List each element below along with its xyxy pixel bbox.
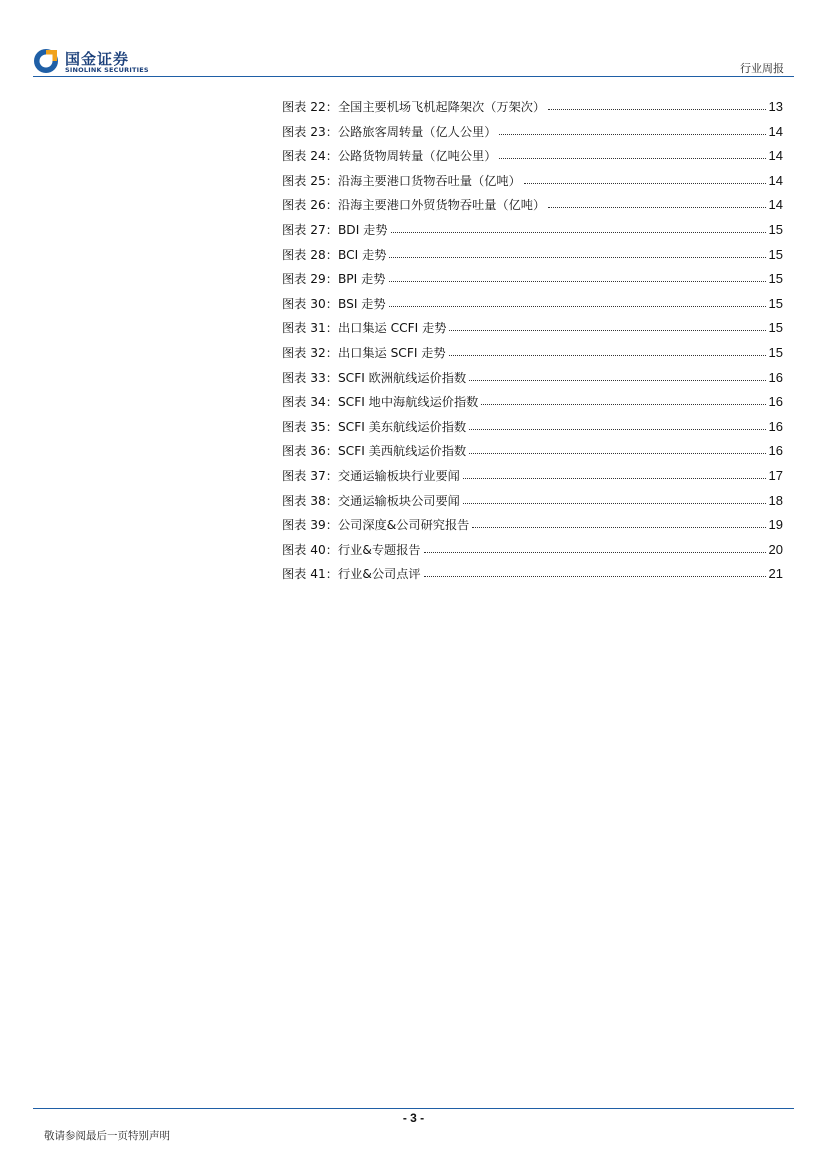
toc-entry[interactable]	[282, 516, 783, 541]
toc-dot-leader	[499, 124, 765, 136]
toc-entry-title: 图表 25：沿海主要港口货物吞吐量（亿吨）	[282, 173, 521, 188]
toc-entry-page: 18	[768, 492, 783, 508]
toc-dot-leader	[391, 222, 766, 234]
toc-dot-leader	[463, 493, 766, 505]
toc-entry-title: 图表 24：公路货物周转量（亿吨公里）	[282, 149, 497, 164]
toc-entry-title: 图表 23：公路旅客周转量（亿人公里）	[282, 124, 497, 139]
toc-entry-title: 图表 34：SCFI 地中海航线运价指数	[282, 395, 479, 410]
toc-entry-page: 21	[768, 566, 783, 582]
toc-entry[interactable]	[282, 172, 783, 197]
toc-entry-page: 15	[768, 246, 783, 262]
toc-entry[interactable]	[282, 442, 783, 467]
toc-dot-leader	[499, 148, 765, 160]
sinolink-logo-icon	[33, 48, 59, 74]
toc-entry-page: 17	[768, 467, 783, 483]
toc-entry-title: 图表 26：沿海主要港口外贸货物吞吐量（亿吨）	[282, 198, 546, 213]
logo-english-name: SINOLINK SECURITIES	[65, 66, 149, 74]
toc-entry[interactable]	[282, 270, 783, 295]
toc-entry-page: 16	[768, 369, 783, 385]
toc-entry[interactable]	[282, 492, 783, 517]
page-header	[0, 0, 827, 80]
toc-entry-page: 14	[768, 123, 783, 139]
toc-entry[interactable]	[282, 418, 783, 443]
toc-entry-page: 16	[768, 418, 783, 434]
toc-entry[interactable]	[282, 369, 783, 394]
toc-entry[interactable]	[282, 467, 783, 492]
toc-entry-page: 16	[768, 394, 783, 410]
toc-entry[interactable]	[282, 123, 783, 148]
toc-entry-title: 图表 29：BPI 走势	[282, 272, 386, 287]
toc-entry-title: 图表 41：行业&公司点评	[282, 567, 421, 582]
toc-entry-title: 图表 33：SCFI 欧洲航线运价指数	[282, 370, 467, 385]
toc-entry[interactable]	[282, 541, 783, 566]
table-of-figures	[282, 98, 783, 590]
toc-entry-title: 图表 36：SCFI 美西航线运价指数	[282, 444, 467, 459]
header-divider	[33, 76, 794, 77]
toc-entry-title: 图表 39：公司深度&公司研究报告	[282, 518, 470, 533]
toc-entry[interactable]	[282, 196, 783, 221]
company-logo	[33, 48, 153, 76]
toc-dot-leader	[463, 468, 766, 480]
toc-entry[interactable]	[282, 393, 783, 418]
toc-entry-page: 19	[768, 517, 783, 533]
toc-dot-leader	[472, 517, 765, 529]
toc-dot-leader	[424, 566, 766, 578]
toc-entry-page: 14	[768, 197, 783, 213]
toc-entry-page: 14	[768, 172, 783, 188]
toc-entry[interactable]	[282, 344, 783, 369]
toc-entry[interactable]	[282, 147, 783, 172]
toc-entry-page: 15	[768, 320, 783, 336]
report-type-label: 行业周报	[740, 62, 784, 75]
footer-disclaimer: 敬请参阅最后一页特别声明	[44, 1130, 170, 1142]
toc-entry-page: 15	[768, 295, 783, 311]
toc-dot-leader	[424, 542, 766, 554]
toc-entry-title: 图表 28：BCI 走势	[282, 247, 387, 262]
toc-entry-page: 14	[768, 148, 783, 164]
toc-entry-page: 15	[768, 271, 783, 287]
toc-dot-leader	[389, 271, 766, 283]
toc-entry[interactable]	[282, 319, 783, 344]
toc-entry[interactable]	[282, 98, 783, 123]
toc-dot-leader	[389, 296, 766, 308]
toc-entry-title: 图表 38：交通运输板块公司要闻	[282, 493, 460, 508]
toc-entry[interactable]	[282, 246, 783, 271]
footer-divider	[33, 1108, 794, 1109]
toc-entry-page: 15	[768, 344, 783, 360]
logo-chinese-name: 国金证券	[65, 50, 130, 68]
toc-dot-leader	[469, 370, 765, 382]
toc-entry[interactable]	[282, 295, 783, 320]
toc-entry-page: 20	[768, 541, 783, 557]
toc-entry-page: 15	[768, 221, 783, 237]
toc-dot-leader	[389, 247, 765, 259]
toc-entry-page: 13	[768, 99, 783, 114]
toc-dot-leader	[449, 320, 765, 332]
toc-entry-title: 图表 22：全国主要机场飞机起降架次（万架次）	[282, 100, 546, 114]
toc-dot-leader	[548, 197, 765, 209]
toc-entry-title: 图表 35：SCFI 美东航线运价指数	[282, 419, 467, 434]
toc-dot-leader	[469, 419, 765, 431]
toc-entry[interactable]	[282, 221, 783, 246]
toc-dot-leader	[469, 443, 765, 455]
toc-entry-title: 图表 40：行业&专题报告	[282, 542, 421, 557]
toc-dot-leader	[481, 394, 765, 406]
toc-entry-page: 16	[768, 443, 783, 459]
toc-entry[interactable]	[282, 565, 783, 590]
toc-entry-title: 图表 27：BDI 走势	[282, 222, 388, 237]
toc-entry-title: 图表 32：出口集运 SCFI 走势	[282, 345, 446, 360]
toc-entry-title: 图表 31：出口集运 CCFI 走势	[282, 321, 447, 336]
toc-dot-leader	[524, 173, 766, 185]
toc-entry-title: 图表 30：BSI 走势	[282, 296, 386, 311]
toc-dot-leader	[449, 345, 766, 357]
toc-entry-title: 图表 37：交通运输板块行业要闻	[282, 468, 460, 483]
toc-dot-leader	[548, 99, 765, 111]
page-number: - 3 -	[402, 1111, 425, 1125]
